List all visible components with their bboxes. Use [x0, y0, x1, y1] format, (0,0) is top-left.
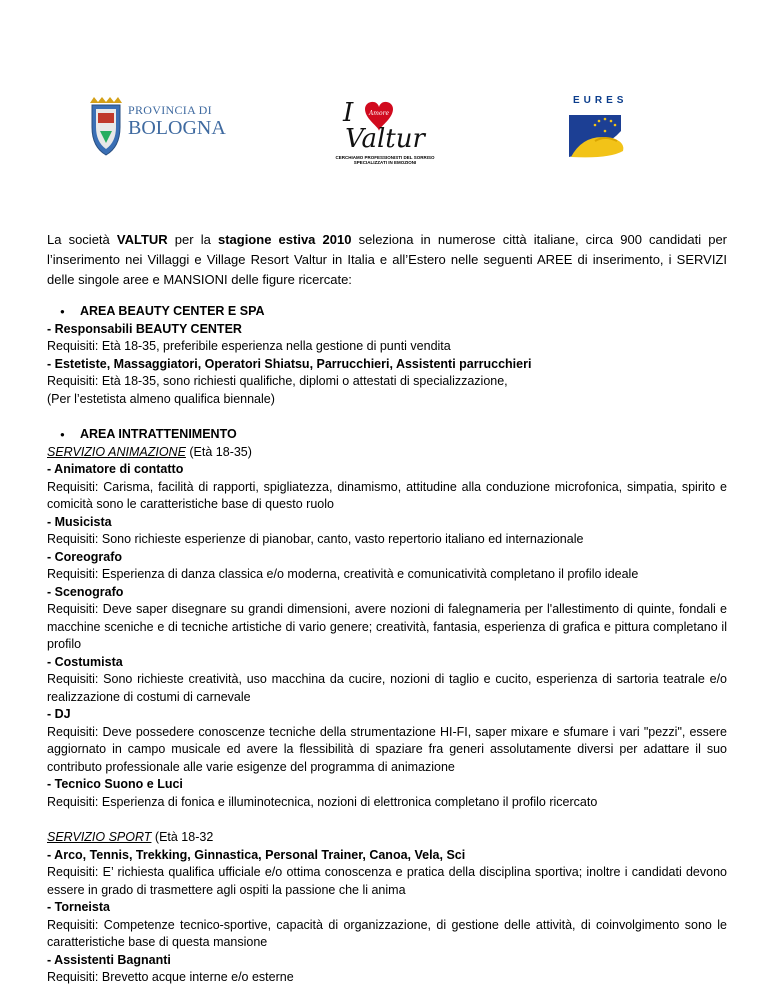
valtur-logo-i: I: [343, 98, 354, 128]
role-requirements: Requisiti: E’ richiesta qualifica ufficiale e/o ottima conoscenza e pratica della disciplina sportiva; inoltre i candidati devono essere in grado di trasmettere agli ospiti la passione che li anima: [47, 865, 727, 897]
animazione-roles-list: [47, 461, 727, 811]
valtur-heart-icon: [335, 95, 435, 155]
eures-logo: [565, 97, 630, 159]
role-requirements: Requisiti: Brevetto acque interne e/o esterne: [47, 970, 294, 984]
provincia-bologna-logo: [86, 97, 226, 159]
area-intrattenimento-heading: ● AREA INTRATTENIMENTO: [47, 426, 727, 444]
role-estetiste-note: (Per l’estetista almeno qualifica biennale): [47, 391, 275, 406]
role-responsabili-beauty-req: Requisiti: Età 18-35, preferibile esperienza nella gestione di punti vendita: [47, 339, 451, 353]
document-body: [47, 230, 727, 987]
bologna-logo-text: [128, 103, 226, 138]
role-requirements: Requisiti: Esperienza di danza classica e/o moderna, creatività e comunicatività completano il profilo ideale: [47, 567, 639, 581]
role-title: - Animatore di contatto: [47, 462, 184, 476]
bologna-logo-line1: PROVINCIA DI: [128, 103, 212, 117]
role-requirements: Requisiti: Deve saper disegnare su grandi dimensioni, avere nozioni di falegnameria per l'allestimento di quinte, fondali e macchine sceniche e di tecniche artistiche di vario genere; creatività, fantasia, esperienza di grafica e pittura completano il profilo: [47, 602, 727, 651]
role-title: - Tecnico Suono e Luci: [47, 777, 183, 791]
role-estetiste-req: Requisiti: Età 18-35, sono richiesti qualifiche, diplomi o attestati di specializzazione,: [47, 374, 508, 388]
area-beauty-heading: ● AREA BEAUTY CENTER E SPA: [47, 303, 727, 321]
role-requirements: Requisiti: Esperienza di fonica e illuminotecnica, nozioni di elettronica completano il profilo ricercato: [47, 794, 598, 809]
valtur-tagline: [335, 155, 435, 165]
role-title: - Costumista: [47, 654, 123, 669]
bologna-logo-line2: BOLOGNA: [128, 117, 226, 139]
role-title: - Coreografo: [47, 549, 122, 564]
valtur-tagline-2: SPECIALIZZATI IN EMOZIONI: [353, 160, 417, 165]
role-title: - DJ: [47, 707, 71, 721]
valtur-logo: [335, 95, 435, 175]
role-title: - Musicista: [47, 514, 112, 529]
role-title: - Arco, Tennis, Trekking, Ginnastica, Personal Trainer, Canoa, Vela, Sci: [47, 847, 466, 862]
eures-hands-icon: [565, 111, 630, 161]
role-estetiste: - Estetiste, Massaggiatori, Operatori Shiatsu, Parrucchieri, Assistenti parrucchieri: [47, 356, 532, 371]
intro-paragraph: La società VALTUR per la stagione estiva 2010 seleziona in numerose città italiane, circa 900 candidati per l’inserimento nei Villaggi e Village Resort Valtur in Italia e all’Estero nelle seguenti AREE di inserimento, i SERVIZI delle singole aree e MANSIONI delle figure ricercate:: [47, 232, 727, 287]
role-title: - Torneista: [47, 900, 110, 914]
servizio-sport-heading: SERVIZIO SPORT (Età 18-32: [47, 830, 214, 844]
eures-logo-text: EURES: [573, 95, 628, 106]
servizio-animazione-heading: SERVIZIO ANIMAZIONE (Età 18-35): [47, 444, 252, 459]
sport-roles-list: [47, 847, 727, 987]
logos-header: [0, 95, 768, 175]
valtur-tagline-1: CERCHIAMO PROFESSIONISTI DEL SORRISO: [335, 155, 435, 160]
role-requirements: Requisiti: Sono richieste creatività, uso macchina da cucire, nozioni di taglio e cucito, esperienza di sartoria teatrale e/o realizzazione di costumi di carnevale: [47, 672, 727, 704]
role-requirements: Requisiti: Carisma, facilità di rapporti, spigliatezza, dinamismo, attitudine alla conduzione microfonica, simpatia, spirito e comicità sono le caratteristiche base di questo ruolo: [47, 479, 727, 511]
role-title: - Assistenti Bagnanti: [47, 952, 171, 967]
role-responsabili-beauty: - Responsabili BEAUTY CENTER: [47, 321, 242, 336]
role-title: - Scenografo: [47, 584, 124, 599]
bologna-crest-icon: [86, 97, 126, 157]
role-requirements: Requisiti: Competenze tecnico-sportive, capacità di organizzazione, di gestione delle attività, di coinvolgimento sono le caratteristiche base di questa mansione: [47, 917, 727, 949]
valtur-logo-name: Valtur: [345, 124, 425, 154]
valtur-heart-text: Amore: [368, 110, 390, 117]
role-requirements: Requisiti: Deve possedere conoscenze tecniche della strumentazione HI-FI, saper mixare e sfumare i vari "pezzi", essere aggiornato in campo musicale ed avere la flessibilità di spaziare fra generi assolutamente diversi per adattare il suo contributo professionale alle varie esigenze del programma di animazione: [47, 724, 727, 774]
role-requirements: Requisiti: Sono richieste esperienze di pianobar, canto, vasto repertorio italiano ed internazionale: [47, 532, 584, 546]
